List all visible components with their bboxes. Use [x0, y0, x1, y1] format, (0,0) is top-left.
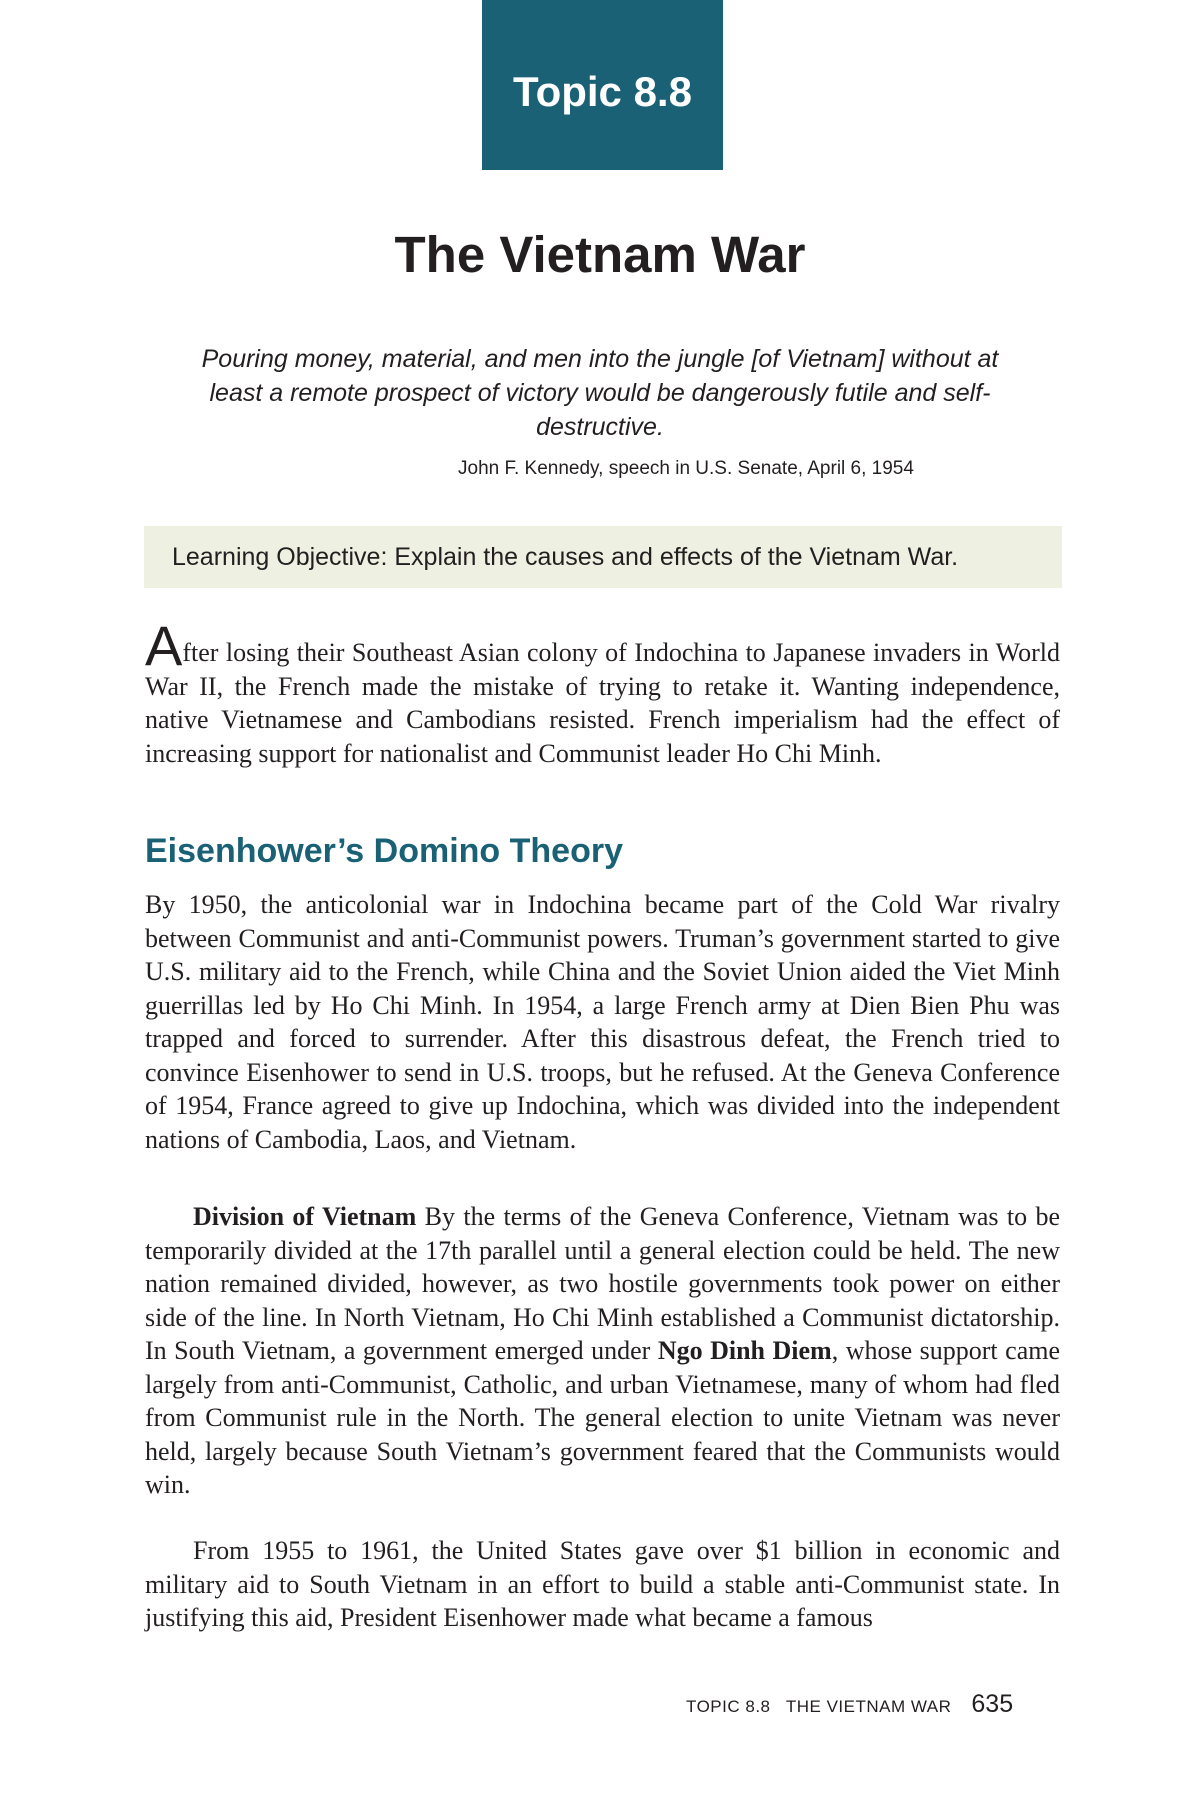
- body-paragraph-3: From 1955 to 1961, the United States gave over $1 billion in economic and military aid to South Vietnam in an effort to build a stable anti-Communist state. In justifying this aid, President Eisenhower made what became a famous: [145, 1536, 1060, 1632]
- topic-label: Topic 8.8: [513, 68, 692, 115]
- epigraph-attribution: John F. Kennedy, speech in U.S. Senate, April 6, 1954: [458, 458, 914, 479]
- topic-tab: [482, 0, 723, 170]
- page-footer: [686, 1690, 1013, 1719]
- run-in-head: Division of Vietnam: [193, 1202, 417, 1231]
- learning-objective-text: Explain the causes and effects of the Vietnam War.: [394, 542, 959, 571]
- learning-objective-label: Learning Objective:: [172, 542, 388, 571]
- section-heading: Eisenhower’s Domino Theory: [145, 832, 623, 870]
- epigraph-quote: Pouring money, material, and men into the jungle [of Vietnam] without at least a remote prospect of victory would be dangerously futile and self-destructive.: [201, 345, 999, 441]
- paragraph-2-text-a: By the terms of the Geneva Conference, Vietnam was to be temporarily divided at the 17th parallel until a general election could be held. The new nation remained divided, however, as two hostile governments took power on either side of the line. In North Vietnam, Ho Chi Minh established a Communist dictatorship. In South Vietnam, a government emerged under: [145, 1202, 1060, 1365]
- body-paragraph-2: [145, 1200, 1060, 1502]
- learning-objective-box: [144, 526, 1062, 588]
- paragraph-2-text-b: , whose support came largely from anti-Communist, Catholic, and urban Vietnamese, many of whom had fled from Communist rule in the North. The general election to unite Vietnam was never held, largely because South Vietnam’s government feared that the Communists would win.: [145, 1336, 1061, 1499]
- drop-cap: A: [145, 614, 183, 677]
- page-title: The Vietnam War: [394, 226, 806, 283]
- key-term-ngo-dinh-diem: Ngo Dinh Diem: [657, 1336, 832, 1365]
- intro-paragraph: [145, 614, 1060, 770]
- running-head: TOPIC 8.8 THE VIETNAM WAR: [686, 1697, 952, 1716]
- intro-text: fter losing their Southeast Asian colony of Indochina to Japanese invaders in World War II, the French made the mistake of trying to retake it. Wanting independence, native Vietnamese and Cambodians resisted. French imperialism had the effect of increasing support for nationalist and Communist leader Ho Chi Minh.: [145, 638, 1060, 768]
- body-paragraph-1: By 1950, the anticolonial war in Indochina became part of the Cold War rivalry between Communist and anti-Communist powers. Truman’s government started to give U.S. military aid to the French, while China and the Soviet Union aided the Viet Minh guerrillas led by Ho Chi Minh. In 1954, a large French army at Dien Bien Phu was trapped and forced to surrender. After this disastrous defeat, the French tried to convince Eisenhower to send in U.S. troops, but he refused. At the Geneva Conference of 1954, France agreed to give up Indochina, which was divided into the independent nations of Cambodia, Laos, and Vietnam.: [145, 890, 1060, 1154]
- page-number: 635: [971, 1690, 1014, 1718]
